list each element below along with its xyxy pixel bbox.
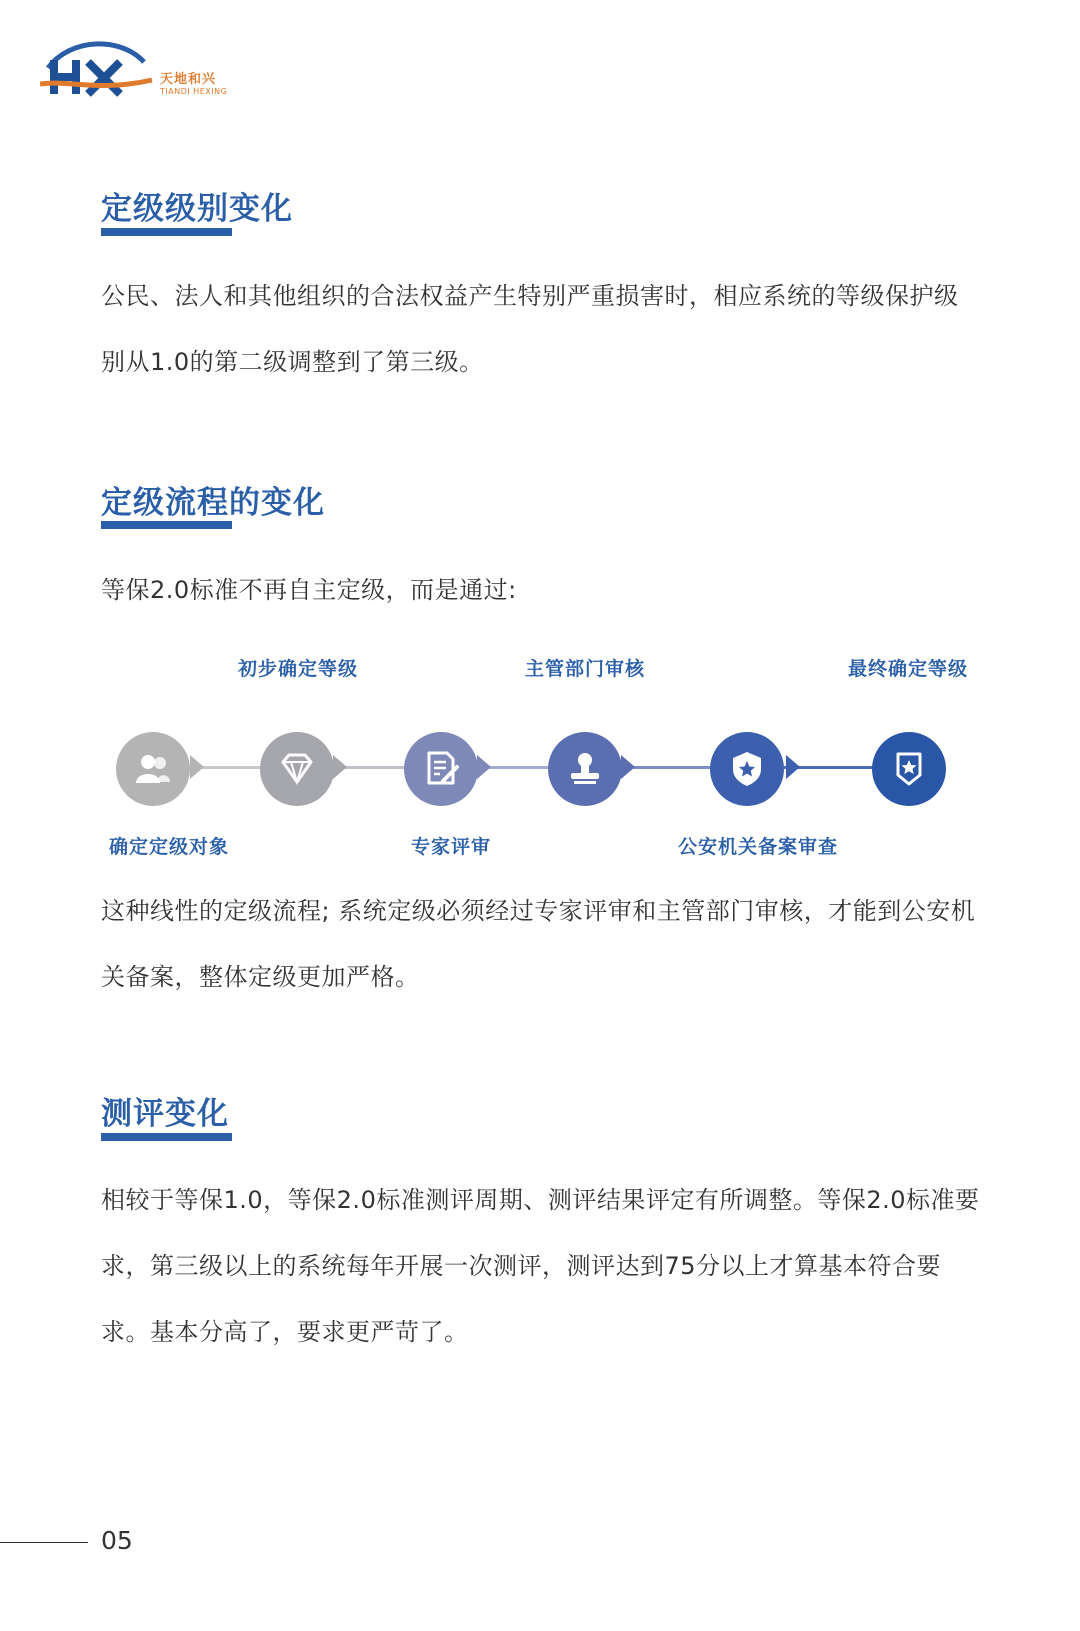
section-title-grading-level: 定级级别变化	[101, 191, 293, 227]
flow-step-node-4	[548, 732, 622, 806]
section-title-underline	[101, 228, 232, 236]
flow-step-node-5	[710, 732, 784, 806]
shield-star-icon	[889, 749, 929, 789]
flow-arrow-icon	[477, 755, 491, 779]
flow-step-label-3: 专家评审	[410, 836, 492, 858]
flow-step-label-2: 初步确定等级	[237, 658, 359, 680]
paragraph-process-intro: 等保2.0标准不再自主定级，而是通过:	[101, 576, 517, 604]
paragraph-assessment: 相较于等保1.0，等保2.0标准测评周期、测评结果评定有所调整。等保2.0标准要求，第三级以上的系统每年开展一次测评，测评达到75分以上才算基本符合要求。基本分高了，要求更严苛了。	[101, 1186, 980, 1346]
section-title-underline	[101, 521, 232, 529]
company-logo	[40, 40, 260, 104]
police-badge-icon	[727, 749, 767, 789]
flow-step-node-6	[872, 732, 946, 806]
document-edit-icon	[421, 749, 461, 789]
page-number: 05	[101, 1526, 133, 1555]
footer-rule	[0, 1542, 88, 1543]
paragraph-process-summary: 这种线性的定级流程; 系统定级必须经过专家评审和主管部门审核，才能到公安机关备案，整体定级更加严格。	[101, 897, 976, 991]
flow-step-label-1: 确定定级对象	[108, 836, 230, 858]
seal-stamp-icon	[565, 749, 605, 789]
flow-arrow-icon	[621, 755, 635, 779]
flow-arrow-icon	[190, 755, 204, 779]
section-title-grading-process: 定级流程的变化	[101, 485, 325, 521]
logo-chinese-name: 天地和兴	[160, 72, 217, 87]
section-title-assessment: 测评变化	[101, 1096, 229, 1132]
flow-connector	[622, 766, 720, 769]
logo-english-name: TIANDI HEXING	[160, 87, 228, 96]
flow-step-label-6: 最终确定等级	[847, 658, 969, 680]
flow-step-node-2	[260, 732, 334, 806]
paragraph-grading-level: 公民、法人和其他组织的合法权益产生特别严重损害时，相应系统的等级保护级别从1.0的第二级调整到了第三级。	[101, 282, 959, 376]
flow-arrow-icon	[786, 755, 800, 779]
section-title-underline	[101, 1133, 232, 1141]
flow-step-label-4: 主管部门审核	[524, 658, 646, 680]
flow-step-label-5: 公安机关备案审查	[677, 836, 839, 858]
grading-flow-diagram	[0, 640, 1080, 870]
diamond-icon	[277, 749, 317, 789]
flow-step-node-3	[404, 732, 478, 806]
flow-arrow-icon	[333, 755, 347, 779]
flow-step-node-1	[116, 732, 190, 806]
user-group-icon	[133, 749, 173, 789]
hx-logo-mark	[40, 40, 155, 104]
